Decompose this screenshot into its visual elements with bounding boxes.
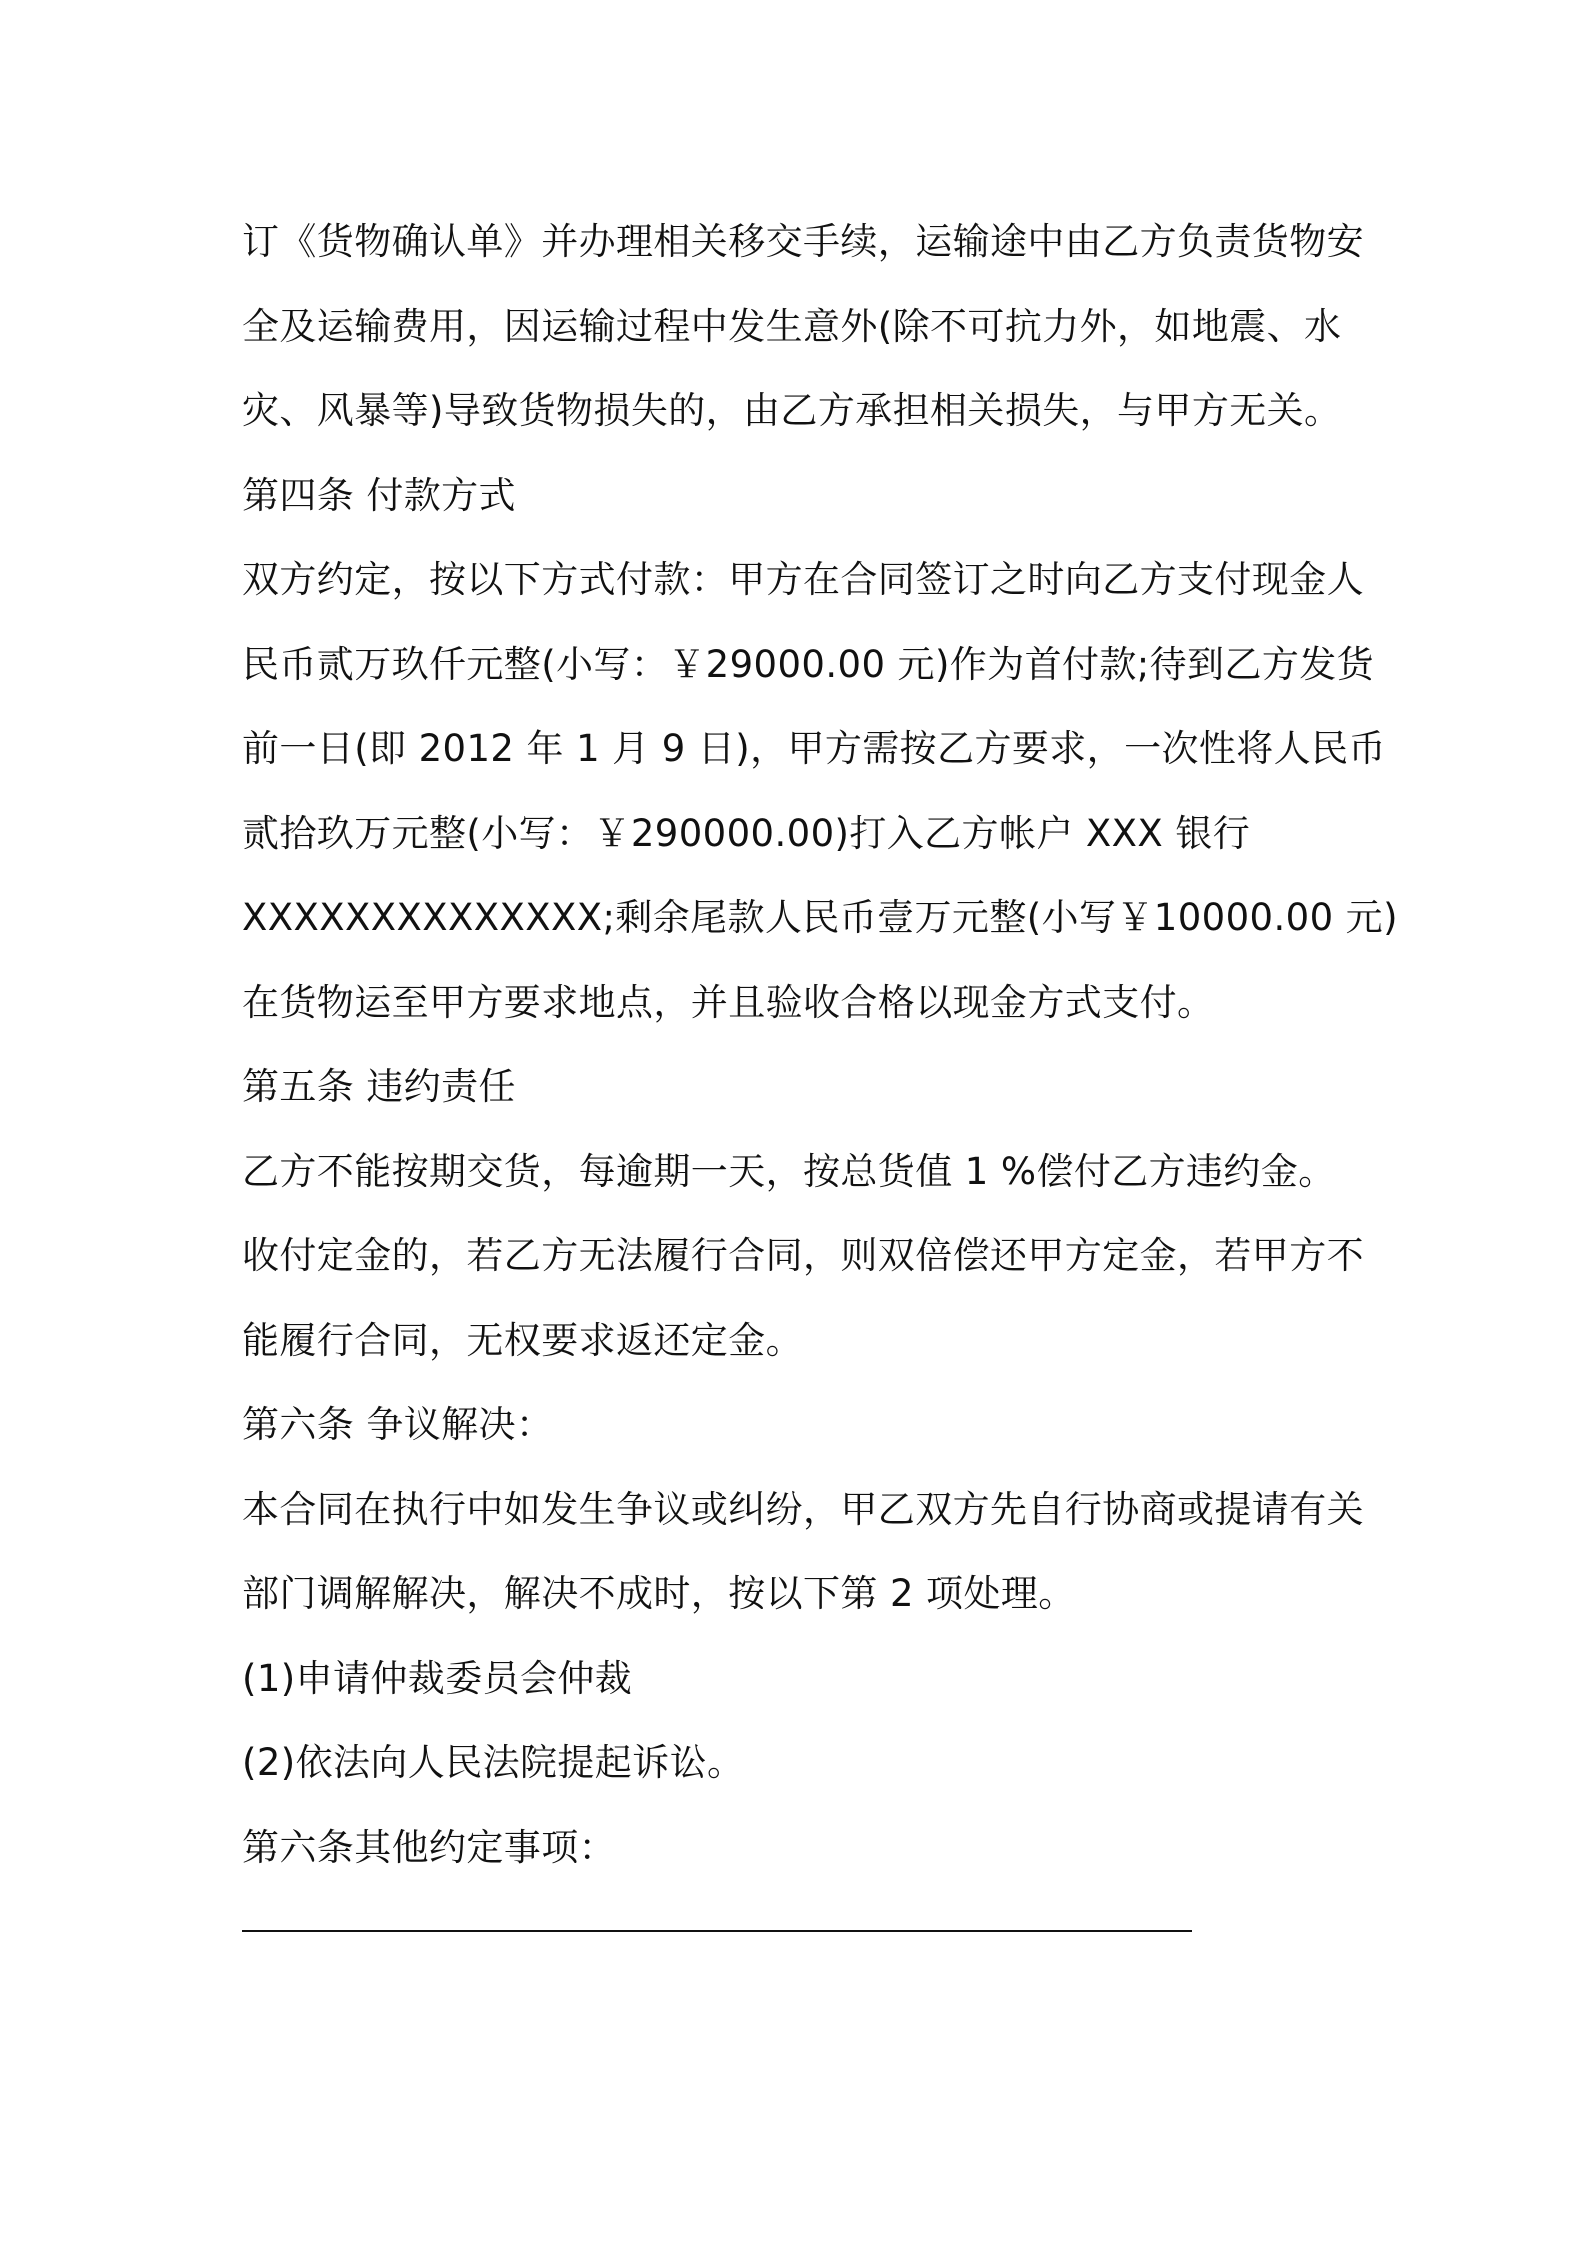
paragraph-line: 民币贰万玖仟元整(小写：￥29000.00 元)作为首付款;待到乙方发货	[242, 642, 1375, 686]
paragraph-line: 本合同在执行中如发生争议或纠纷，甲乙双方先自行协商或提请有关	[242, 1487, 1364, 1531]
paragraph-line: 全及运输费用，因运输过程中发生意外(除不可抗力外，如地震、水	[242, 304, 1342, 348]
paragraph-line: 能履行合同，无权要求返还定金。	[242, 1318, 803, 1362]
fill-in-blank-line	[242, 1930, 1192, 1932]
paragraph-line: 收付定金的，若乙方无法履行合同，则双倍偿还甲方定金，若甲方不	[242, 1234, 1364, 1277]
section-heading-liability: 第五条 违约责任	[242, 1065, 516, 1108]
paragraph-line: 贰拾玖万元整(小写：￥290000.00)打入乙方帐户 XXX 银行	[242, 811, 1251, 855]
document-body	[242, 200, 1398, 1932]
section-heading-payment: 第四条 付款方式	[242, 473, 516, 517]
paragraph-line: 灾、风暴等)导致货物损失的，由乙方承担相关损失，与甲方无关。	[242, 389, 1342, 432]
section-heading-other-terms: 第六条其他约定事项：	[242, 1825, 616, 1869]
list-item: (2)依法向人民法院提起诉讼。	[242, 1741, 745, 1784]
paragraph-line: 双方约定，按以下方式付款：甲方在合同签订之时向乙方支付现金人	[242, 558, 1364, 601]
section-heading-dispute: 第六条 争议解决：	[242, 1403, 554, 1446]
paragraph-line: 乙方不能按期交货，每逾期一天，按总货值 1 %偿付乙方违约金。	[242, 1149, 1336, 1193]
paragraph-line: 在货物运至甲方要求地点，并且验收合格以现金方式支付。	[242, 980, 1215, 1024]
paragraph-line: 前一日(即 2012 年 1 月 9 日)，甲方需按乙方要求，一次性将人民币	[242, 727, 1386, 770]
paragraph-line: 订《货物确认单》并办理相关移交手续，运输途中由乙方负责货物安	[242, 220, 1364, 263]
paragraph-line: 部门调解解决，解决不成时，按以下第 2 项处理。	[242, 1572, 1076, 1615]
list-item: (1)申请仲裁委员会仲裁	[242, 1656, 633, 1700]
paragraph-line: XXXXXXXXXXXXXX;剩余尾款人民币壹万元整(小写￥10000.00 元)	[242, 896, 1398, 939]
